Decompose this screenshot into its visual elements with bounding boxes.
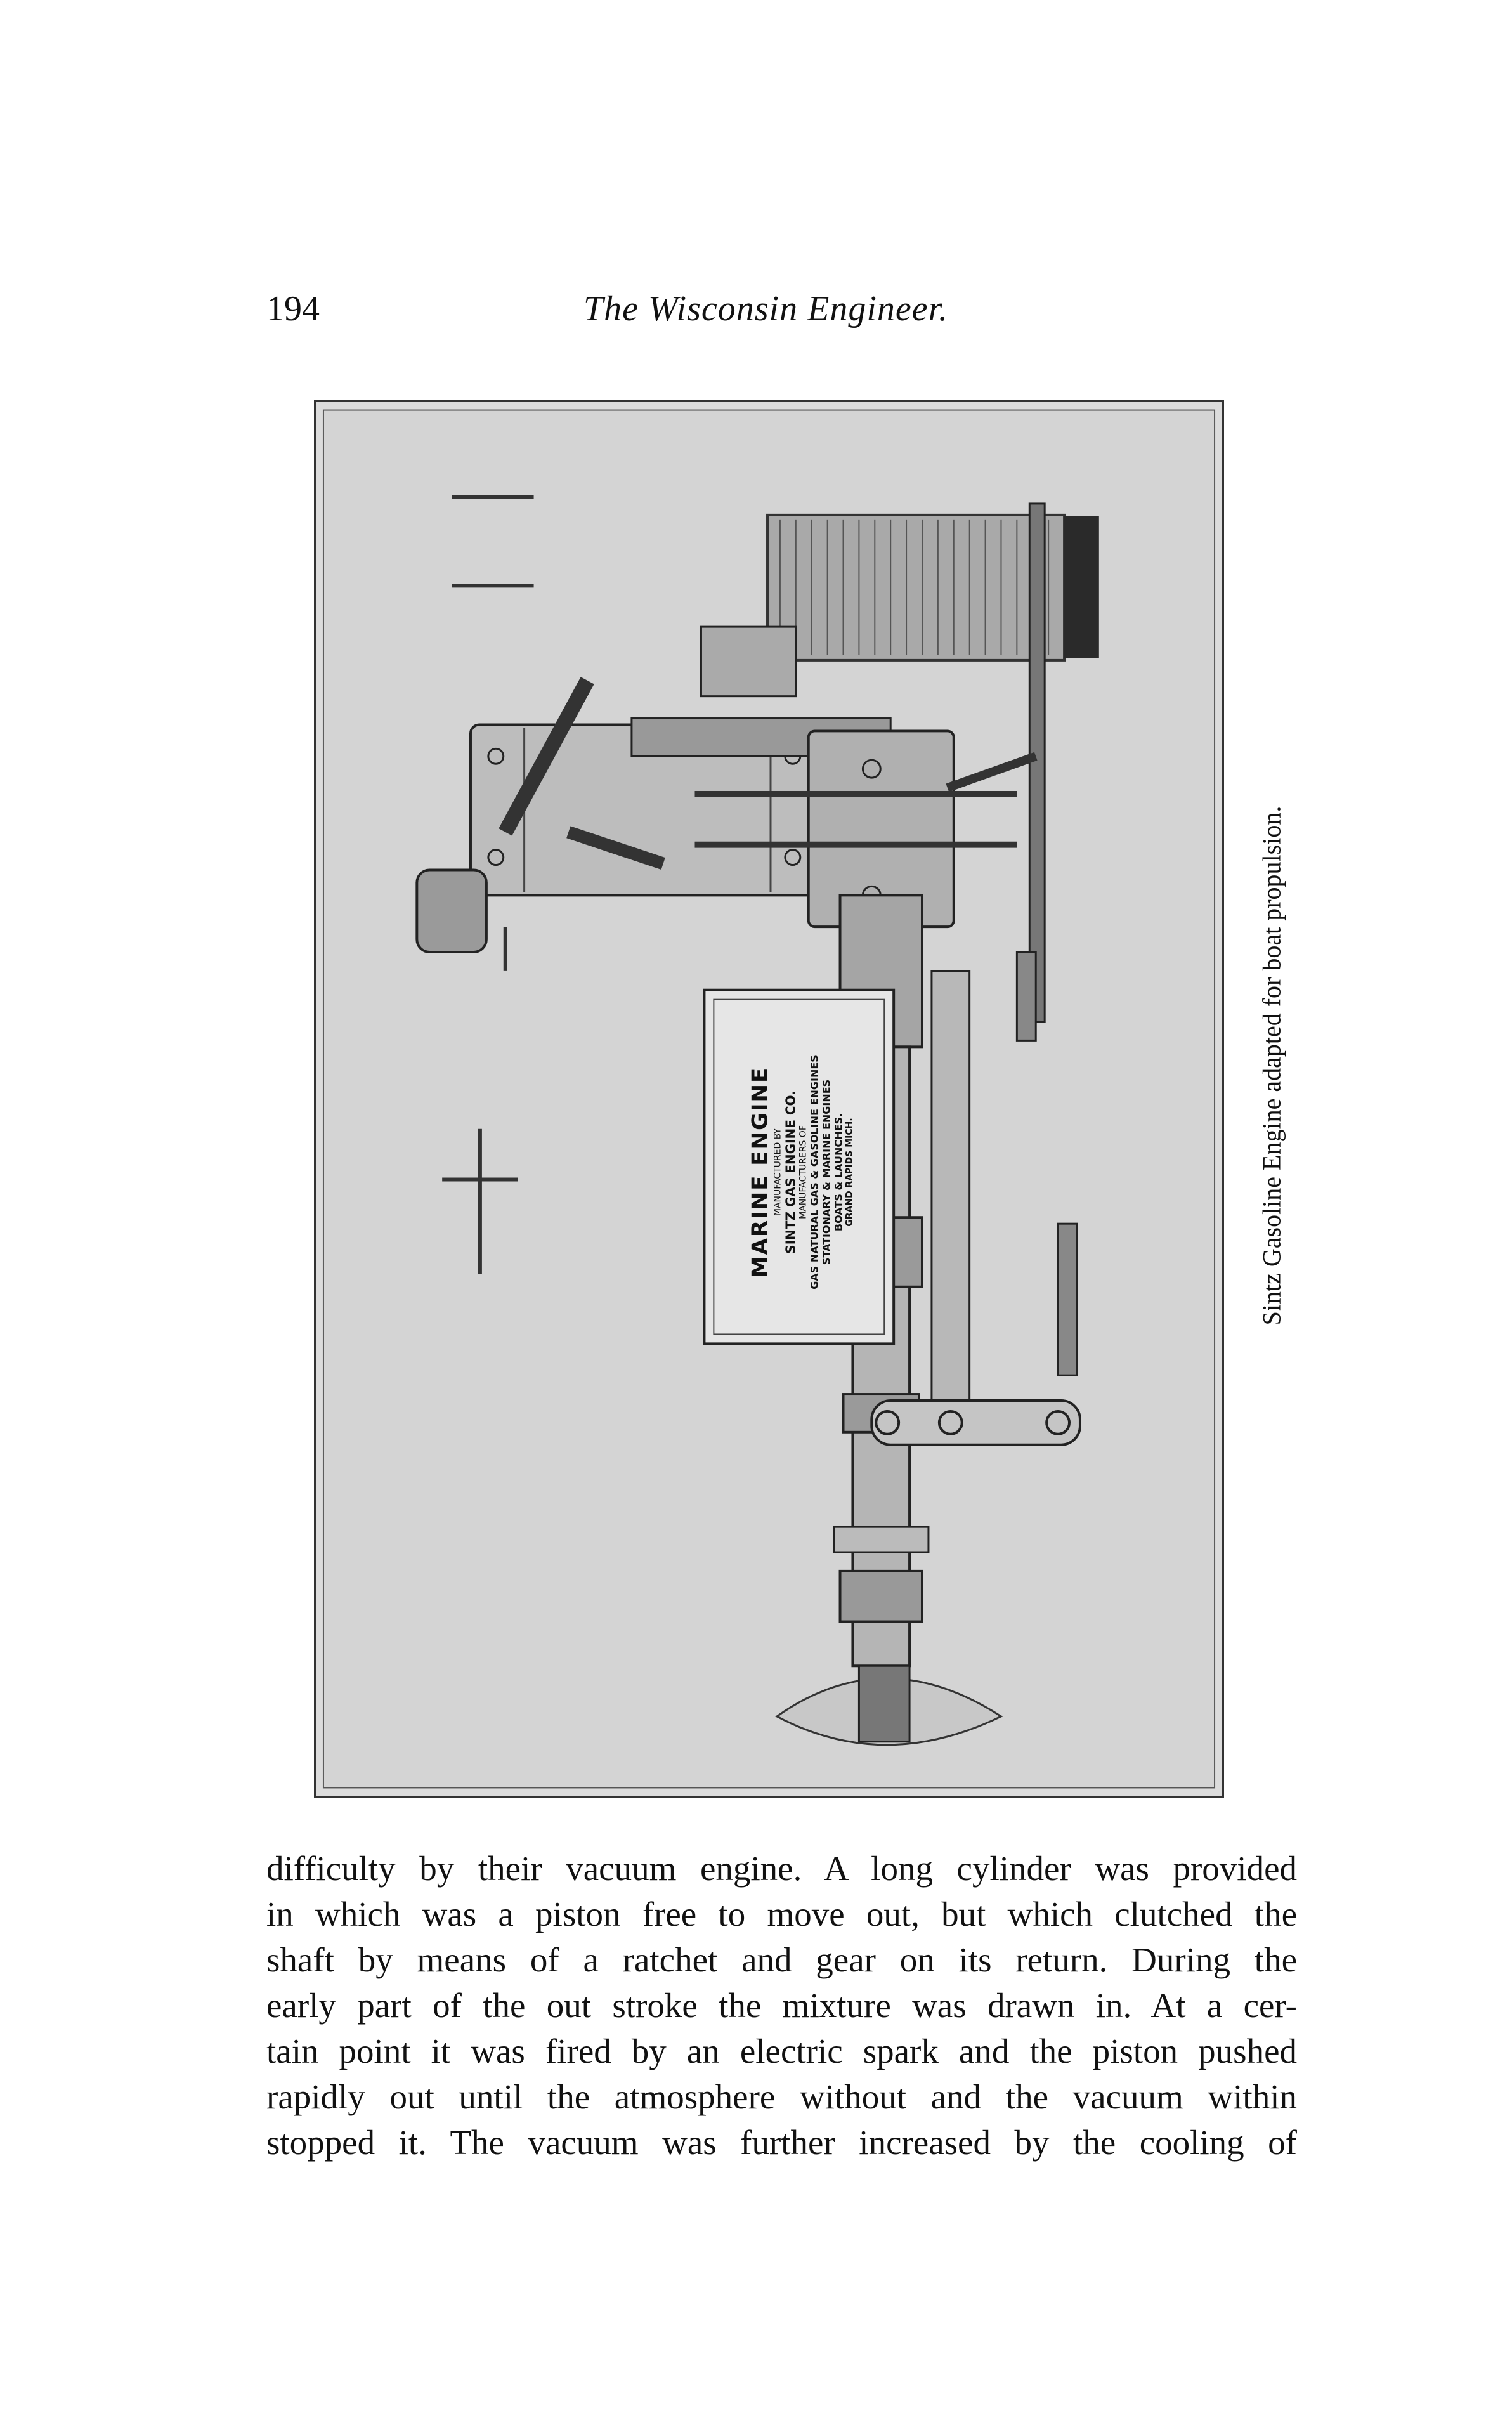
nameplate-line: STATIONARY & MARINE ENGINES bbox=[820, 1079, 833, 1265]
text-line: in which was a piston free to move out, but which clutched the bbox=[266, 1895, 1297, 1933]
text-line: stopped it. The vacuum was further increased by the cooling of bbox=[266, 2123, 1297, 2162]
figure-caption-box bbox=[1243, 748, 1300, 1383]
body-paragraph bbox=[266, 1846, 1297, 2166]
nameplate-line: GRAND RAPIDS MICH. bbox=[844, 1118, 855, 1227]
figure-caption: Sintz Gasoline Engine adapted for boat propulsion. bbox=[1257, 806, 1286, 1326]
nameplate-title: MARINE ENGINE bbox=[747, 1066, 773, 1278]
nameplate-line: SINTZ GAS ENGINE CO. bbox=[783, 1090, 798, 1254]
page-number: 194 bbox=[266, 289, 320, 329]
text-line: early part of the out stroke the mixture was drawn in. At a cer- bbox=[266, 1986, 1297, 2025]
text-line: rapidly out until the atmosphere without and the vacuum within bbox=[266, 2077, 1297, 2116]
nameplate-text bbox=[690, 1055, 912, 1290]
text-line: tain point it was fired by an electric spark and the piston pushed bbox=[266, 2032, 1297, 2070]
text-line: shaft by means of a ratchet and gear on its return. During the bbox=[266, 1940, 1297, 1979]
nameplate-line: GAS NATURAL GAS & GASOLINE ENGINES bbox=[808, 1055, 821, 1290]
engine-illustration bbox=[314, 400, 1224, 1798]
running-title: The Wisconsin Engineer. bbox=[583, 289, 949, 329]
text-line: difficulty by their vacuum engine. A long cylinder was provided bbox=[266, 1849, 1297, 1888]
nameplate-line: BOATS & LAUNCHES. bbox=[832, 1113, 845, 1232]
nameplate-line: MANUFACTURERS OF bbox=[798, 1125, 809, 1219]
nameplate-line: MANUFACTURED BY bbox=[772, 1128, 783, 1217]
flywheel bbox=[767, 515, 1099, 660]
